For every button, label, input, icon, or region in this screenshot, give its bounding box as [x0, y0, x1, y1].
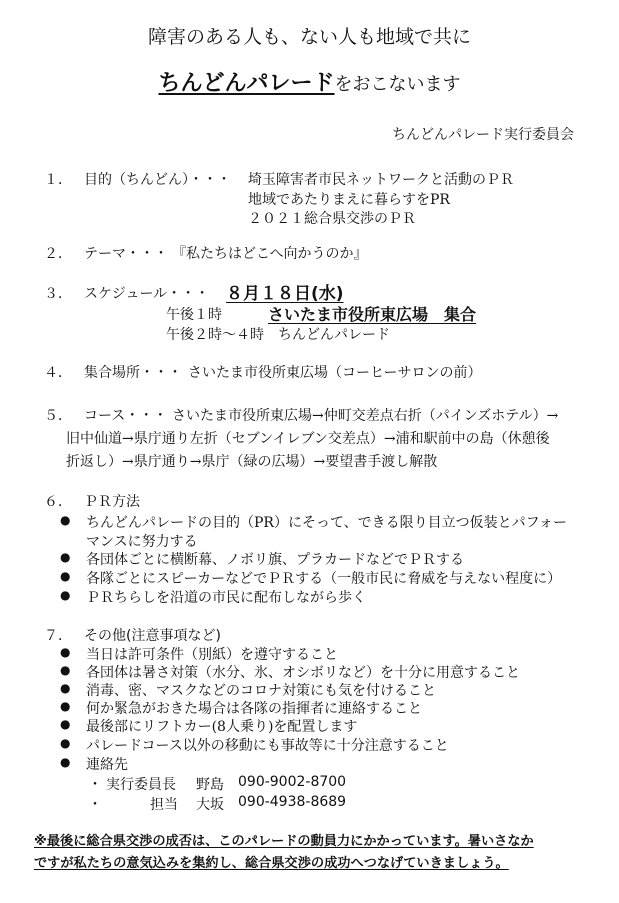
section1-line1: 埼玉障害者市民ネットワークと活動のＰＲ — [248, 172, 514, 188]
section4-num: ４． — [44, 365, 72, 381]
contact-role: 担当 — [150, 797, 178, 813]
section7-bullet-6: パレードコース以外の移動にも事故等に十分注意すること — [86, 738, 449, 754]
section7-bullet-7: 連絡先 — [86, 757, 128, 773]
section1-num: １． — [44, 172, 72, 188]
section7-bullet-3: 消毒、密、マスクなどのコロナ対策にも気を付けること — [86, 683, 436, 699]
bullet-icon: ● — [60, 588, 71, 602]
contact-phone: 090-9002-8700 — [238, 774, 347, 790]
bullet-icon: ● — [60, 736, 71, 750]
section3-num: ３． — [44, 286, 72, 302]
footer-line2: ですが私たちの意気込みを集約し、総合県交渉の成功へつなげていきましょう。 — [34, 856, 509, 871]
section1-line3: ２０２１総合県交渉のＰＲ — [248, 211, 416, 227]
bullet-icon: ● — [60, 699, 71, 713]
section4-label: 集合場所・・・ — [84, 365, 182, 381]
contact-name: 野島 — [196, 777, 224, 793]
section3-row1-time: 午後１時 — [166, 307, 222, 323]
section2-value: 『私たちはどこへ向かうのか』 — [172, 246, 368, 262]
section5-line3: 折返し）→県庁通り→県庁（緑の広場）→要望書手渡し解散 — [66, 454, 438, 470]
title-line2 — [0, 66, 619, 97]
footer-line1: ※最後に総合県交渉の成否は、このパレードの動員力にかかっています。暑いさなか — [34, 834, 534, 849]
contact-phone: 090-4938-8689 — [238, 794, 347, 810]
section3-label: スケジュール・・・ — [84, 286, 210, 302]
bullet-icon: ● — [60, 550, 71, 564]
section3-date: ８月１８日(水) — [226, 284, 344, 304]
bullet-icon: ● — [60, 645, 71, 659]
contact-mark: ・ — [88, 777, 102, 793]
contact-name: 大坂 — [196, 797, 224, 813]
section3-row1-place: さいたま市役所東広場 集合 — [268, 305, 477, 324]
section3-row2: 午後２時～４時 ちんどんパレード — [166, 327, 390, 343]
section7-label: その他(注意事項など) — [84, 628, 221, 644]
section7-bullet-2: 各団体は暑さ対策（水分、氷、オシボリなど）を十分に用意すること — [86, 665, 520, 681]
contact-role: 実行委員長 — [106, 777, 176, 793]
section5-num: ５． — [44, 408, 72, 424]
organizer: ちんどんパレード実行委員会 — [392, 127, 574, 143]
section7-bullet-4: 何か緊急がおきた場合は各隊の指揮者に連絡すること — [86, 701, 422, 717]
section7-bullet-5: 最後部にリフトカー(8人乗り)を配置します — [86, 719, 358, 735]
section5-line1: さいたま市役所東広場→仲町交差点右折（パインズホテル）→ — [172, 408, 559, 424]
section7-num: ７． — [44, 628, 72, 644]
section4-value: さいたま市役所東広場（コーヒーサロンの前） — [188, 365, 482, 381]
section6-bullet-2: 各団体ごとに横断幕、ノボリ旗、プラカードなどでＰＲする — [86, 552, 464, 568]
section6-label: ＰＲ方法 — [84, 494, 140, 510]
section6-bullet-4: ＰＲちらしを沿道の市民に配布しながら歩く — [86, 590, 366, 606]
section1-label: 目的（ちんどん）・・・ — [84, 172, 231, 188]
section6-bullet-1: ちんどんパレードの目的（PR）にそって、できる限り目立つ仮装とパフォー — [86, 515, 567, 531]
bullet-icon: ● — [60, 755, 71, 769]
section5-label: コース・・・ — [84, 408, 168, 424]
bullet-icon: ● — [60, 569, 71, 583]
section2-num: ２． — [44, 246, 72, 262]
title-rest: をおこないます — [334, 74, 461, 95]
section2-label: テーマ・・・ — [84, 246, 168, 262]
bullet-icon: ● — [60, 513, 71, 527]
bullet-icon: ● — [60, 663, 71, 677]
section5-line2: 旧中仙道→県庁通り左折（セブンイレブン交差点）→浦和駅前中の島（休憩後 — [66, 431, 550, 447]
section6-num: ６． — [44, 494, 72, 510]
bullet-icon: ● — [60, 681, 71, 695]
contact-mark: ・ — [88, 797, 102, 813]
title-emphasis: ちんどんパレード — [158, 71, 335, 96]
section7-bullet-1: 当日は許可条件（別紙）を遵守すること — [86, 647, 338, 663]
section6-bullet-3: 各隊ごとにスピーカーなどでＰＲする（一般市民に脅威を与えない程度に） — [86, 571, 562, 587]
section6-bullet-1-cont: マンスに努力する — [86, 534, 198, 550]
title-line1: 障害のある人も、ない人も地域で共に — [147, 26, 471, 48]
bullet-icon: ● — [60, 717, 71, 731]
section1-line2: 地域であたりまえに暮らすをPR — [248, 192, 450, 208]
